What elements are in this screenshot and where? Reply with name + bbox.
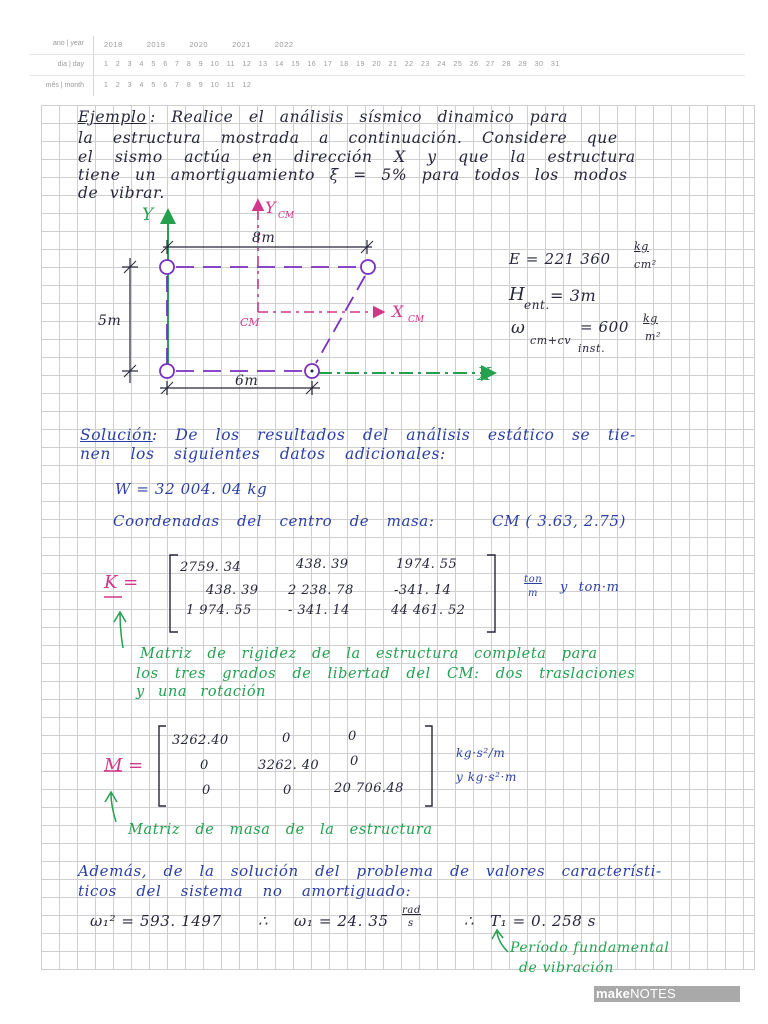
- header-values-day: 1 2 3 4 5 6 7 8 9 10 11 12 13 14 15 16 17 18 19 20 21 22 23 24 25 26 27 28 29 30 31: [104, 61, 560, 68]
- k-note: los tres grados de libertad del CM: dos traslaciones: [136, 666, 636, 682]
- therefore-symbol: ∴: [258, 912, 269, 930]
- m-matrix-label: M =: [104, 755, 144, 776]
- k-cell: 1974. 55: [396, 557, 458, 572]
- prop-w: ω: [511, 318, 526, 338]
- m-cell: 0: [200, 758, 209, 773]
- ejemplo-label: Ejemplo: [78, 108, 147, 126]
- m-cell: 3262. 40: [258, 758, 320, 773]
- k-note: Matriz de rigidez de la estructura completa para: [140, 646, 598, 662]
- prop-E-unit-num: kg: [634, 240, 649, 253]
- m-note: Matriz de masa de la estructura: [128, 822, 433, 838]
- eigen-line: Además, de la solución del problema de valores característi-: [78, 862, 662, 880]
- k-bracket-left: [170, 555, 178, 632]
- total-weight: W = 32 004. 04 kg: [115, 480, 268, 498]
- column-node-center: [311, 370, 314, 373]
- prop-H-value: = 3m: [550, 286, 597, 305]
- intro-line: el sismo actúa en dirección X y que la estructura: [78, 148, 636, 166]
- m-cell: 0: [202, 783, 211, 798]
- intro-line: : Realice el análisis sísmico dinamico para: [150, 108, 568, 126]
- m-cell: 0: [283, 783, 292, 798]
- prop-H-sub: ent.: [524, 298, 550, 312]
- k-cell: 2 238. 78: [288, 583, 354, 598]
- dim-label-bottom: 6m: [235, 373, 259, 389]
- eigen-line: ticos del sistema no amortiguado:: [78, 882, 412, 900]
- cm-coords-value: CM ( 3.63, 2.75): [492, 512, 627, 530]
- k-matrix-label: K =: [104, 572, 139, 593]
- k-note-arrow: [114, 612, 126, 648]
- m-cell: 0: [282, 731, 291, 746]
- beam-diagonal: [316, 276, 365, 363]
- header-label-month: mês | month: [45, 82, 84, 89]
- prop-w-sub: cm+cv: [530, 334, 572, 347]
- cm-label: CM: [240, 316, 260, 329]
- xcm-label: X: [392, 302, 404, 321]
- dim-label-top: 8m: [252, 230, 276, 246]
- prop-w-sub2: inst.: [578, 342, 606, 355]
- k-cell: -341. 14: [394, 583, 452, 598]
- header-year: 2020: [189, 40, 209, 49]
- intro-line: de vibrar.: [78, 184, 165, 202]
- prop-E-unit-den: cm²: [634, 258, 657, 271]
- k-bracket-right: [487, 555, 495, 632]
- prop-w-unit-den: m²: [645, 330, 662, 343]
- m-unit-alt: y kg·s²·m: [456, 770, 517, 784]
- header-values-month: 1 2 3 4 5 6 7 8 9 10 11 12: [104, 82, 252, 89]
- header-year: 2022: [274, 40, 294, 49]
- omega-1: ω₁ = 24. 35: [294, 912, 389, 930]
- k-cell: 2759. 34: [180, 560, 242, 575]
- header-year: 2019: [146, 40, 166, 49]
- brand-bold: make: [596, 986, 631, 1001]
- omega-unit-den: s: [408, 918, 414, 929]
- m-unit: kg·s²/m: [456, 746, 506, 760]
- makenotes-logo: [594, 986, 740, 1002]
- period-note: Período fundamental: [510, 940, 670, 956]
- y-axis-label: Y: [142, 205, 154, 225]
- intro-line: tiene un amortiguamiento ξ = 5% para todos los modos: [78, 166, 628, 184]
- k-unit-alt: y ton·m: [560, 580, 620, 595]
- k-cell: 438. 39: [296, 557, 349, 572]
- ycm-subscript: CM: [278, 211, 295, 221]
- period-note-arrow: [492, 930, 508, 952]
- header-label-day: dia | day: [57, 61, 84, 68]
- k-cell: 438. 39: [206, 583, 259, 598]
- m-bracket-left: [159, 726, 166, 806]
- m-bracket-right: [425, 726, 432, 806]
- prop-H: H: [509, 284, 526, 305]
- solution-label: Solución: [80, 426, 153, 444]
- m-cell: 0: [348, 729, 357, 744]
- header-year: 2018: [104, 40, 123, 49]
- m-cell: 3262.40: [172, 733, 229, 748]
- omega-squared: ω₁² = 593. 1497: [90, 912, 222, 930]
- prop-w-unit-num: kg: [643, 312, 658, 325]
- column-node: [160, 260, 174, 274]
- prop-w-value: = 600: [580, 318, 629, 336]
- k-cell: 1 974. 55: [186, 603, 252, 618]
- k-cell: 44 461. 52: [391, 603, 466, 618]
- header-year: 2021: [232, 40, 251, 49]
- solution-line: nen los siguientes datos adicionales:: [80, 445, 446, 463]
- solution-line: : De los resultados del análisis estático se tie-: [152, 426, 636, 444]
- period-value: T₁ = 0. 258 s: [490, 912, 597, 930]
- omega-unit-num: rad: [402, 905, 421, 916]
- k-unit-num: ton: [524, 574, 543, 585]
- column-node: [361, 260, 375, 274]
- column-node: [160, 364, 174, 378]
- k-cell: - 341. 14: [288, 603, 350, 618]
- k-note: y una rotación: [136, 684, 267, 700]
- intro-line: la estructura mostrada a continuación. Considere que: [78, 129, 618, 147]
- m-cell: 0: [350, 754, 359, 769]
- x-axis-label: X: [478, 364, 491, 385]
- m-note-arrow: [105, 792, 117, 822]
- dim-label-left: 5m: [98, 313, 122, 329]
- xcm-subscript: CM: [408, 315, 425, 325]
- therefore-symbol: ∴: [464, 912, 475, 930]
- period-note: de vibración: [519, 960, 615, 976]
- prop-E: E = 221 360: [509, 250, 611, 268]
- header-label-year: ano | year: [52, 40, 84, 47]
- m-cell: 20 706.48: [334, 781, 404, 796]
- cm-coords-label: Coordenadas del centro de masa:: [113, 512, 435, 530]
- brand-light: NOTES: [630, 986, 676, 1001]
- k-unit-den: m: [528, 588, 539, 599]
- ycm-label: Y: [265, 198, 276, 217]
